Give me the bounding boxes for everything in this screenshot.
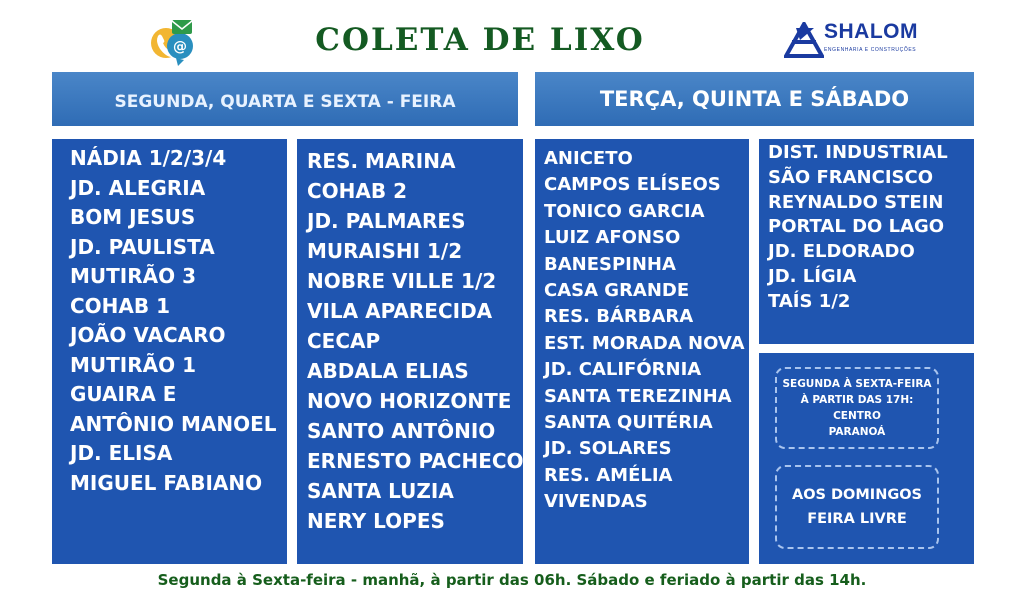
neighborhood-item: JD. ELDORADO (768, 241, 915, 263)
neighborhood-item: COHAB 1 (70, 293, 171, 318)
neighborhood-item: EST. MORADA NOVA (544, 332, 745, 354)
neighborhood-item: JD. ALEGRIA (70, 175, 206, 200)
neighborhood-item: BOM JESUS (70, 205, 196, 229)
neighborhood-item: CECAP (307, 329, 381, 353)
neighborhood-item: SANTA QUITÉRIA (544, 411, 713, 433)
weekday-evening-note (775, 367, 939, 449)
neighborhood-item: JD. PAULISTA (70, 234, 215, 259)
neighborhood-item: PORTAL DO LAGO (768, 216, 945, 238)
neighborhood-item: NÁDIA 1/2/3/4 (70, 146, 227, 170)
neighborhood-item: VIVENDAS (544, 491, 648, 513)
brand-logo (784, 22, 824, 58)
neighborhood-item: SANTA LUZIA (307, 479, 454, 503)
neighborhood-item: CAMPOS ELÍSEOS (544, 174, 721, 196)
neighborhood-item: DIST. INDUSTRIAL (768, 142, 948, 163)
neighborhood-item: RES. MARINA (307, 149, 456, 173)
neighborhood-item: ERNESTO PACHECO (307, 449, 524, 473)
neighborhood-item: TAÍS 1/2 (768, 290, 851, 312)
neighborhood-item: RES. BÁRBARA (544, 306, 694, 328)
neighborhood-item: ANICETO (544, 148, 633, 169)
contact-logo (146, 16, 200, 68)
neighborhood-item: CASA GRANDE (544, 279, 690, 301)
neighborhood-item: BANESPINHA (544, 253, 676, 275)
neighborhood-item: RES. AMÉLIA (544, 464, 673, 486)
note-line: FEIRA LIVRE (807, 511, 907, 527)
page-title: COLETA DE LIXO (315, 22, 645, 58)
neighborhood-item: JD. ELISA (70, 441, 173, 465)
neighborhood-list-3 (544, 146, 745, 515)
neighborhood-item: LUIZ AFONSO (544, 227, 681, 249)
note-line: AOS DOMINGOS (791, 487, 923, 503)
note-line: PARANOÁ (828, 426, 886, 438)
note-line: À PARTIR DAS 17H: (800, 394, 914, 406)
neighborhood-item: SÃO FRANCISCO (768, 166, 933, 188)
neighborhood-list-1 (70, 144, 277, 498)
special-schedule-panel (759, 353, 974, 564)
neighborhood-item: NERY LOPES (307, 509, 445, 533)
neighborhood-item: GUAIRA E (70, 382, 177, 406)
neighborhood-item: COHAB 2 (307, 179, 408, 203)
note-line: SEGUNDA À SEXTA-FEIRA (782, 378, 932, 390)
neighborhood-panel-2 (297, 139, 523, 564)
neighborhood-item: ABDALA ELIAS (307, 359, 469, 383)
neighborhood-item: MURAISHI 1/2 (307, 239, 463, 263)
neighborhood-item: MIGUEL FABIANO (70, 470, 263, 495)
neighborhood-item: NOVO HORIZONTE (307, 389, 512, 413)
neighborhood-list-4 (768, 141, 948, 315)
neighborhood-panel-3 (535, 139, 749, 564)
neighborhood-item: NOBRE VILLE 1/2 (307, 269, 497, 293)
neighborhood-item: JD. LÍGIA (768, 265, 857, 287)
neighborhood-item: MUTIRÃO 1 (70, 352, 196, 377)
group-header-mon-wed-fri: SEGUNDA, QUARTA E SEXTA - FEIRA (52, 72, 518, 126)
brand-name: SHALOM (824, 20, 918, 43)
neighborhood-item: REYNALDO STEIN (768, 191, 944, 213)
neighborhood-panel-1 (52, 139, 287, 564)
group-header-tue-thu-sat: TERÇA, QUINTA E SÁBADO (535, 72, 974, 126)
schedule-footer: Segunda à Sexta-feira - manhã, à partir das 06h. Sábado e feriado à partir das 14h. (157, 571, 867, 589)
neighborhood-item: SANTA TEREZINHA (544, 385, 732, 407)
phone-mail-icon (146, 16, 200, 68)
neighborhood-item: JOÃO VACARO (70, 323, 226, 347)
neighborhood-item: JD. PALMARES (307, 209, 466, 233)
neighborhood-list-2 (307, 146, 524, 536)
neighborhood-item: TONICO GARCIA (544, 200, 705, 222)
sunday-note (775, 465, 939, 549)
svg-text:@: @ (173, 39, 187, 55)
neighborhood-item: SANTO ANTÔNIO (307, 419, 496, 443)
neighborhood-item: JD. SOLARES (544, 438, 672, 460)
neighborhood-item: VILA APARECIDA (307, 299, 493, 323)
neighborhood-panel-4 (759, 139, 974, 344)
triangle-logo-icon (784, 22, 824, 58)
neighborhood-item: MUTIRÃO 3 (70, 264, 196, 288)
note-line: CENTRO (833, 410, 881, 422)
neighborhood-item: JD. CALIFÓRNIA (544, 359, 702, 381)
brand-subtitle: ENGENHARIA E CONSTRUÇÕES (824, 47, 917, 53)
neighborhood-item: ANTÔNIO MANOEL (70, 411, 277, 436)
